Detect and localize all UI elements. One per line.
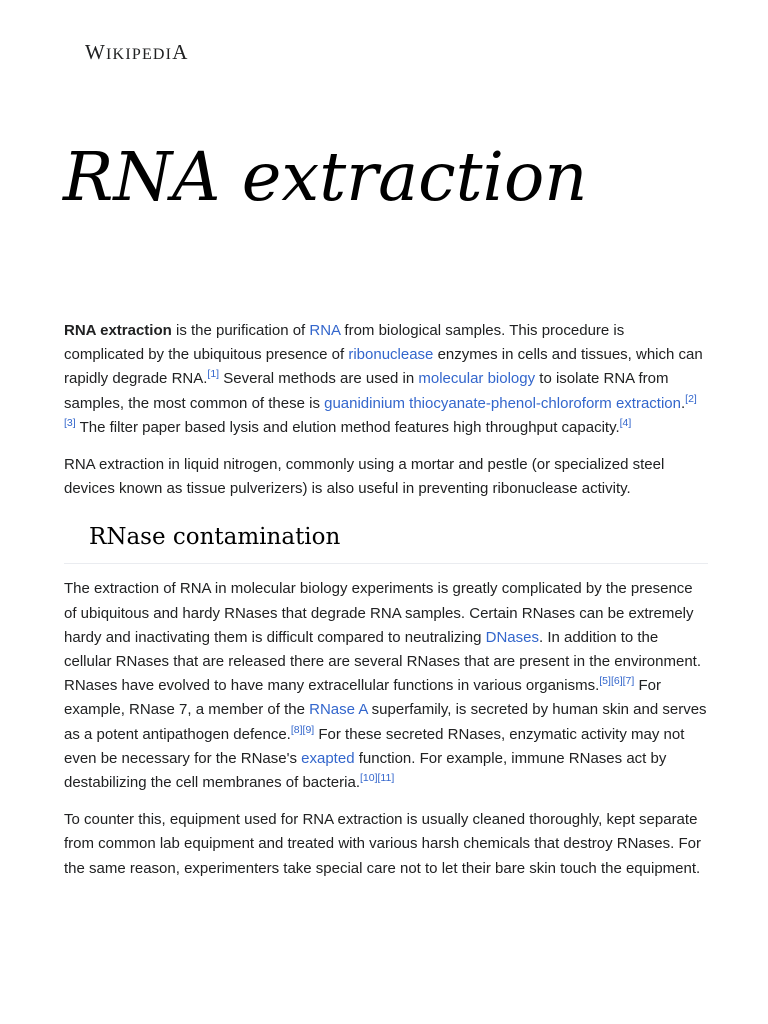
link-rnase-a[interactable]: RNase A xyxy=(309,701,368,719)
wikipedia-wordmark[interactable] xyxy=(85,38,189,69)
citation-ref[interactable]: [4] xyxy=(619,416,632,429)
citation-ref[interactable]: [10][11] xyxy=(360,772,395,785)
intro-paragraph-2: RNA extraction in liquid nitrogen, commonly using a mortar and pestle (or specialized steel devices known as tissue pulverizers) is also useful in preventing ribonuclease activity. xyxy=(64,456,665,498)
link-dnases[interactable]: DNases xyxy=(485,628,539,646)
link-rna[interactable]: RNA xyxy=(309,322,341,339)
article-body xyxy=(64,319,708,894)
link-guanidinium-extraction[interactable]: guanidinium thiocyanate-phenol-chloroform extraction xyxy=(324,394,681,412)
link-exapted[interactable]: exapted xyxy=(301,749,355,767)
rnase-paragraph-2: To counter this, equipment used for RNA extraction is usually cleaned thoroughly, kept separate from common lab equipment and treated with various harsh chemicals that destroy RNases. For the same reason, experimenters take special care not to let their bare skin touch the equipment. xyxy=(64,811,701,877)
citation-ref[interactable]: [1] xyxy=(207,368,220,381)
intro-paragraph-1: RNA extraction is the purification of RNA from biological samples. This procedure is complicated by the ubiquitous presence of ribonuclease enzymes in cells and tissues, which can rapidly degrade RNA.[1] Several methods are used in molecular biology to isolate RNA from samples, the most common of these is guanidinium thiocyanate-phenol-chloroform extraction.[2][3] The filter paper based lysis and elution method features high throughput capacity.[4] xyxy=(64,322,703,436)
wordmark-smallcaps: IKIPEDI xyxy=(106,46,173,63)
link-molecular-biology[interactable]: molecular biology xyxy=(418,370,536,388)
citation-ref[interactable]: [8][9] xyxy=(290,723,315,736)
bold-term: RNA extraction xyxy=(64,322,172,339)
page-title: RNA extraction xyxy=(63,138,588,216)
section-heading-rnase-contamination: RNase contamination xyxy=(64,521,708,564)
rnase-paragraph-1: The extraction of RNA in molecular biology experiments is greatly complicated by the presence of ubiquitous and hardy RNases that degrade RNA samples. Certain RNases can be extremely hardy and inactivating them is difficult compared to neutralizing DNases. In addition to the cellular RNases that are released there are several RNases that are present in the environment. RNases have evolved to have many extracellular functions in various organisms.[5][6][7] For example, RNase 7, a member of the RNase A superfamily, is secreted by human skin and serves as a potent antipathogen defence.[8][9] For these secreted RNases, enzymatic activity may not even be necessary for the RNase's exapted function. For example, immune RNases act by destabilizing the cell membranes of bacteria.[10][11] xyxy=(64,580,707,792)
citation-ref[interactable]: [2][3] xyxy=(64,392,697,429)
link-ribonuclease[interactable]: ribonuclease xyxy=(348,346,434,364)
wordmark-final: A xyxy=(172,40,189,64)
citation-ref[interactable]: [5][6][7] xyxy=(599,675,635,688)
wordmark-initial: W xyxy=(85,40,107,64)
